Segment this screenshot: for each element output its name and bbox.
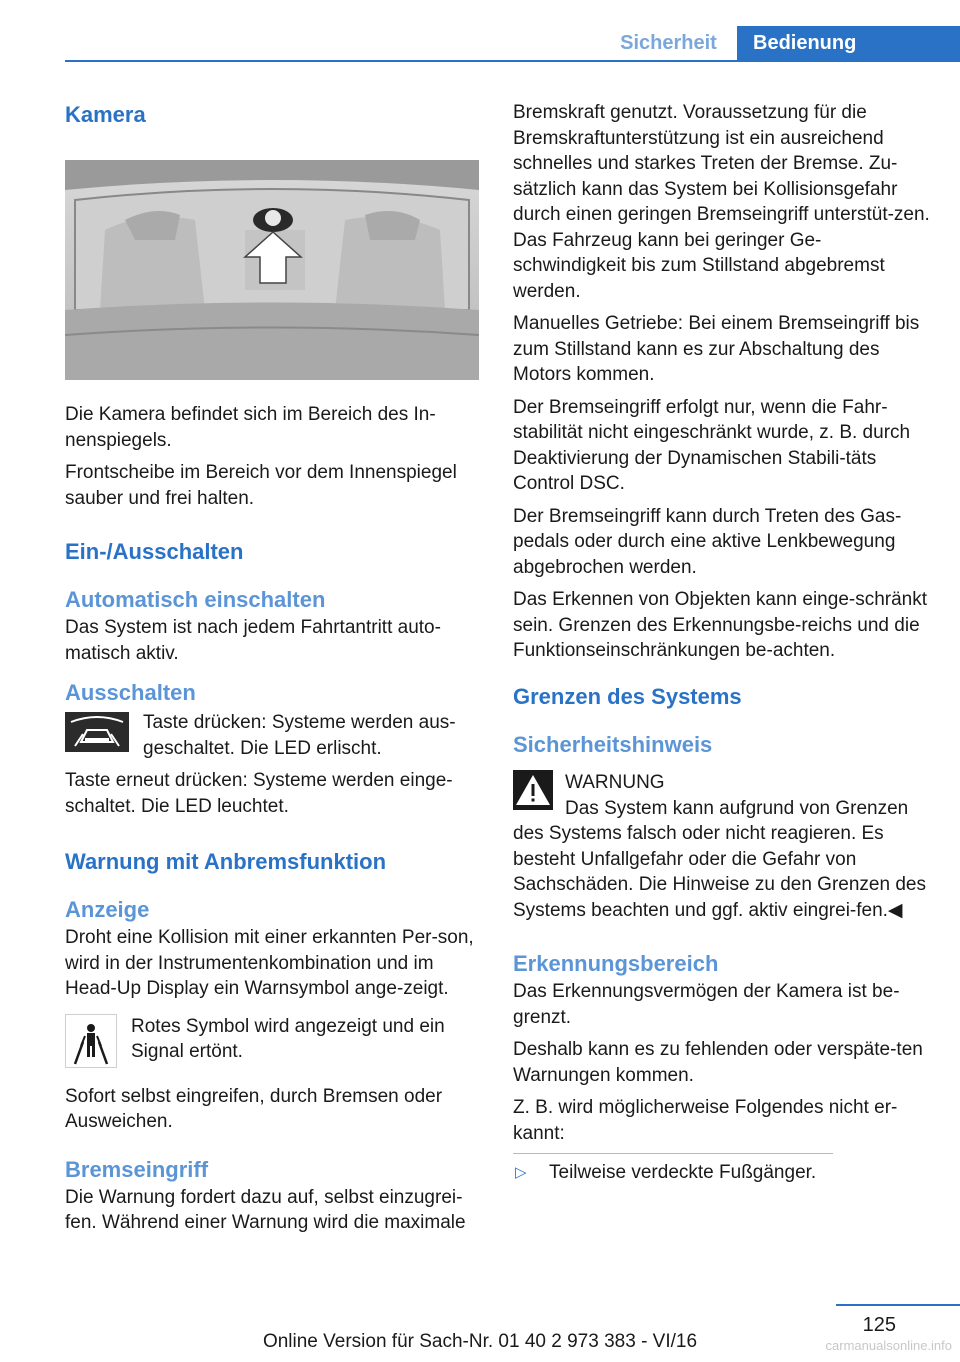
- bullet-marker-icon: ▷: [515, 1164, 527, 1181]
- warning-head: [565, 770, 931, 796]
- paragraph-bremskraft: Bremskraft genutzt. Voraussetzung für die Bremskraftunterstützung ist ein ausreichend schnelles und starkes Treten der Bremse. Zu-sätzlich kann das System bei Kollisionsgefahr durch einen geringen Bremseingriff unterstüt-zen. Das Fahrzeug kann bei geringer Ge-schwindigkeit bis zum Stillstand abgebremst werden.: [513, 102, 930, 302]
- heading-automatisch-einschalten: Automatisch einschalten: [65, 587, 326, 612]
- paragraph-manuelles-getriebe: Manuelles Getriebe: Bei einem Bremseingriff bis zum Stillstand kann es zur Abschaltung des Motors kommen.: [513, 313, 920, 385]
- list-item-text: Teilweise verdeckte Fußgänger.: [549, 1162, 817, 1183]
- header-tab-bedienung[interactable]: Bedienung: [737, 26, 960, 62]
- footer-online-version: Online Version für Sach-Nr. 01 40 2 973 383 - VI/16: [262, 1331, 698, 1352]
- windshield-camera-photo: [65, 160, 479, 380]
- paragraph-ausschalten-taste: Taste drücken: Systeme werden aus-geschaltet. Die LED erlischt.: [143, 712, 456, 759]
- footer-rule: [836, 1304, 960, 1306]
- heading-kamera: Kamera: [65, 102, 146, 127]
- paragraph-kamera-1: Die Kamera befindet sich im Bereich des In-nenspiegels.: [65, 404, 436, 451]
- paragraph-bremseingriff-1: Die Warnung fordert dazu auf, selbst einzugrei-fen. Während einer Warnung wird die maximale: [65, 1186, 466, 1233]
- paragraph-sofort: Sofort selbst eingreifen, durch Bremsen oder Ausweichen.: [65, 1085, 443, 1132]
- heading-ausschalten: Ausschalten: [65, 680, 196, 705]
- heading-anzeige: Anzeige: [65, 897, 150, 922]
- paragraph-erkennung-3: Z. B. wird möglicherweise Folgendes nicht er-kannt:: [513, 1097, 898, 1144]
- paragraph-rotes-symbol: Rotes Symbol wird angezeigt und ein Signal ertönt.: [131, 1015, 445, 1062]
- paragraph-fahrstabilitaet: Der Bremseingriff erfolgt nur, wenn die Fahr-stabilität nicht eingeschränkt wurde, z. B. durch Deaktivierung der Dynamischen Stabili-täts Control DSC.: [513, 396, 911, 494]
- heading-sicherheitshinweis: Sicherheitshinweis: [513, 731, 713, 757]
- paragraph-abbruch: Der Bremseingriff kann durch Treten des Gas-pedals oder durch eine aktive Lenkbewegung abgebrochen werden.: [513, 505, 902, 578]
- page-number: 125: [862, 1314, 896, 1336]
- paragraph-erkennung-2: Deshalb kann es zu fehlenden oder verspäte-ten Warnungen kommen.: [513, 1039, 923, 1086]
- symbol-row: [65, 1014, 479, 1072]
- paragraph-ausschalten-2: Taste erneut drücken: Systeme werden einge-schaltet. Die LED leuchtet.: [65, 770, 453, 817]
- header-tab-sicherheit[interactable]: Sicherheit: [620, 32, 717, 54]
- ausschalten-row: [65, 710, 479, 768]
- paragraph-erkennen: Das Erkennen von Objekten kann einge-schränkt sein. Grenzen des Erkennungsbe-reichs und die Funktionseinschränkungen be-achten.: [513, 589, 928, 661]
- heading-ein-ausschalten: Ein-/Ausschalten: [65, 539, 244, 564]
- heading-bremseingriff: Bremseingriff: [65, 1156, 209, 1182]
- paragraph-kamera-2: Frontscheibe im Bereich vor dem Innenspiegel sauber und frei halten.: [65, 462, 457, 509]
- paragraph-anzeige: Droht eine Kollision mit einer erkannten Per-son, wird in der Instrumentenkombination und im Head-Up Display ein Warnsymbol ange-zeigt.: [65, 927, 474, 999]
- collision-warning-button-icon: [65, 712, 129, 752]
- pedestrian-warning-icon: [65, 1014, 117, 1068]
- header-rule: [65, 60, 960, 62]
- watermark: carmanualsonline.info: [825, 1338, 952, 1353]
- right-column: [513, 100, 931, 1186]
- warning-title: WARNUNG: [565, 771, 665, 793]
- left-column: [65, 100, 479, 1243]
- paragraph-automatisch: Das System ist nach jedem Fahrtantritt auto-matisch aktiv.: [65, 617, 441, 664]
- heading-erkennungsbereich: Erkennungsbereich: [513, 951, 719, 976]
- bullet-divider: [513, 1153, 833, 1154]
- paragraph-erkennung-1: Das Erkennungsvermögen der Kamera ist be-grenzt.: [513, 981, 900, 1028]
- warning-triangle-icon: [513, 770, 553, 810]
- list-item: [513, 1160, 931, 1186]
- warning-text: Das System kann aufgrund von Grenzen des Systems falsch oder nicht reagieren. Es besteht Unfallgefahr oder die Gefahr von Sachschäden. Die Hinweise zu den Grenzen des Systems beachten und ggf. aktiv eingrei-fen.◀: [513, 797, 926, 921]
- heading-grenzen-des-systems: Grenzen des Systems: [513, 683, 742, 709]
- heading-warnung-anbremsfunktion: Warnung mit Anbremsfunktion: [65, 849, 387, 874]
